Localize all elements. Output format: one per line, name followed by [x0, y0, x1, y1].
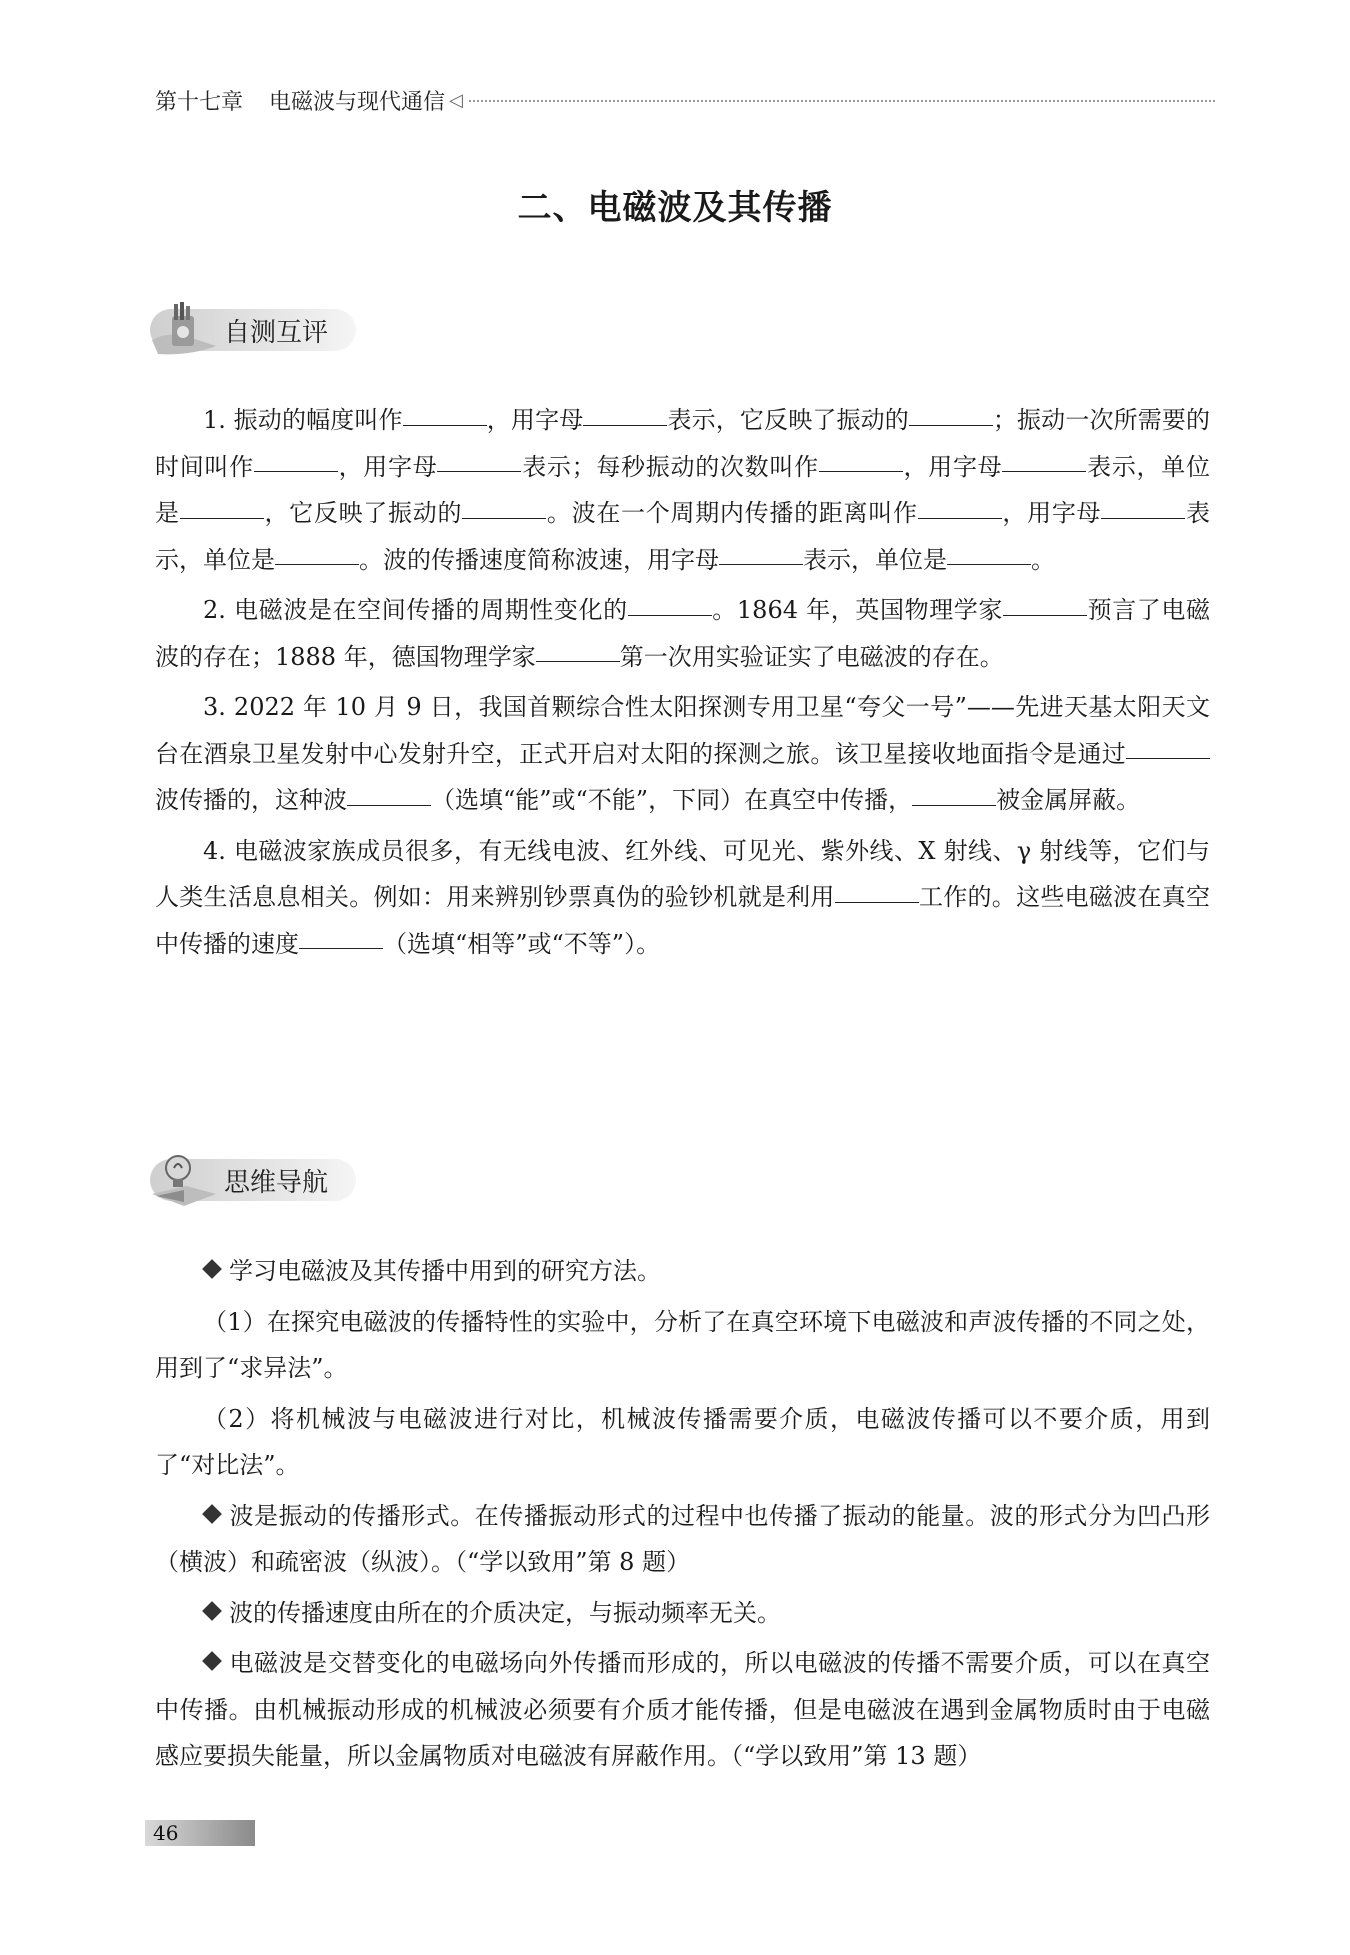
pencil-cup-icon [150, 300, 220, 360]
answer-blank[interactable] [912, 804, 996, 806]
question-4: 4. 电磁波家族成员很多，有无线电波、红外线、可见光、紫外线、X 射线、γ 射线等，它们与人类生活息息相关。例如：用来辨别钞票真伪的验钞机就是利用 工作的。这些电磁波在真空中传播的速度 （选填“相等”或“不等”）。 [155, 836, 1211, 958]
answer-blank[interactable] [918, 517, 1002, 519]
self-test-questions [155, 397, 1210, 971]
diamond-bullet-icon [202, 1651, 222, 1671]
answer-blank[interactable] [719, 563, 803, 565]
question-1: 1. 振动的幅度叫作 ，用字母 表示，它反映了振动的 ；振动一次所需要的时间叫作 ，用字母 表示；每秒振动的次数叫作 ，用字母 表示，单位是 ，它反映了振动的 。波在一个周期内传播的距离叫作 ，用字母 表示，单位是 。波的传播速度简称波速，用字母 表示，单位是 。 [155, 406, 1211, 574]
answer-blank[interactable] [347, 804, 431, 806]
answer-blank[interactable] [299, 947, 383, 949]
question-2: 2. 电磁波是在空间传播的周期性变化的 。1864 年，英国物理学家 预言了电磁波的存在；1888 年，德国物理学家 第一次用实验证实了电磁波的存在。 [155, 596, 1210, 671]
answer-blank[interactable] [1003, 614, 1087, 616]
chapter-title: 电磁波与现代通信 [269, 90, 446, 115]
answer-blank[interactable] [835, 901, 919, 903]
page-number: 46 [145, 1820, 255, 1846]
running-header [155, 85, 1215, 116]
answer-blank[interactable] [1002, 470, 1086, 472]
mind-point: 电磁波是交替变化的电磁场向外传播而形成的，所以电磁波的传播不需要介质，可以在真空中传播。由机械振动形成的机械波必须要有介质才能传播，但是电磁波在遇到金属物质时由于电磁感应要损失能量，所以金属物质对电磁波有屏蔽作用。（“学以致用”第 13 题） [155, 1649, 1210, 1770]
diamond-bullet-icon [202, 1259, 222, 1279]
section-badge-mind-map [150, 1150, 356, 1210]
answer-blank[interactable] [628, 614, 712, 616]
answer-blank[interactable] [909, 424, 993, 426]
section-title: 思维导航 [150, 1159, 356, 1201]
section-badge-self-test [150, 300, 356, 360]
answer-blank[interactable] [462, 517, 546, 519]
answer-blank[interactable] [254, 470, 338, 472]
mind-subpoint: （2）将机械波与电磁波进行对比，机械波传播需要介质，电磁波传播可以不要介质，用到了“对比法”。 [155, 1404, 1210, 1479]
chapter-number: 第十七章 [155, 90, 244, 115]
mind-subpoint: （1）在探究电磁波的传播特性的实验中，分析了在真空环境下电磁波和声波传播的不同之处，用到了“求异法”。 [155, 1307, 1210, 1382]
mind-point: 学习电磁波及其传播中用到的研究方法。 [155, 1248, 1210, 1295]
mind-map-content [155, 1248, 1210, 1784]
answer-blank[interactable] [180, 517, 264, 519]
section-title: 自测互评 [150, 309, 356, 351]
answer-blank[interactable] [819, 470, 903, 472]
mind-point: 波的传播速度由所在的介质决定，与振动频率无关。 [155, 1590, 1210, 1637]
mind-point: 波是振动的传播形式。在传播振动形式的过程中也传播了振动的能量。波的形式分为凹凸形（横波）和疏密波（纵波）。（“学以致用”第 8 题） [155, 1501, 1210, 1576]
page-title: 二、电磁波及其传播 [517, 188, 833, 228]
header-dotted-rule [469, 100, 1215, 102]
answer-blank[interactable] [275, 563, 359, 565]
question-3: 3. 2022 年 10 月 9 日，我国首颗综合性太阳探测专用卫星“夸父一号”——先进天基太阳天文台在酒泉卫星发射中心发射升空，正式开启对太阳的探测之旅。该卫星接收地面指令是通过波传播的，这种波 （选填“能”或“不能”，下同）在真空中传播， 被金属屏蔽。 [155, 693, 1210, 814]
arrow-left-icon: ◁ [449, 90, 463, 111]
answer-blank[interactable] [1101, 517, 1185, 519]
answer-blank[interactable] [583, 424, 667, 426]
diamond-bullet-icon [202, 1601, 222, 1621]
answer-blank[interactable] [403, 424, 487, 426]
answer-blank[interactable] [1126, 757, 1210, 759]
lightbulb-book-icon [150, 1150, 220, 1210]
diamond-bullet-icon [202, 1504, 222, 1524]
answer-blank[interactable] [536, 660, 620, 662]
answer-blank[interactable] [437, 470, 521, 472]
answer-blank[interactable] [947, 563, 1031, 565]
